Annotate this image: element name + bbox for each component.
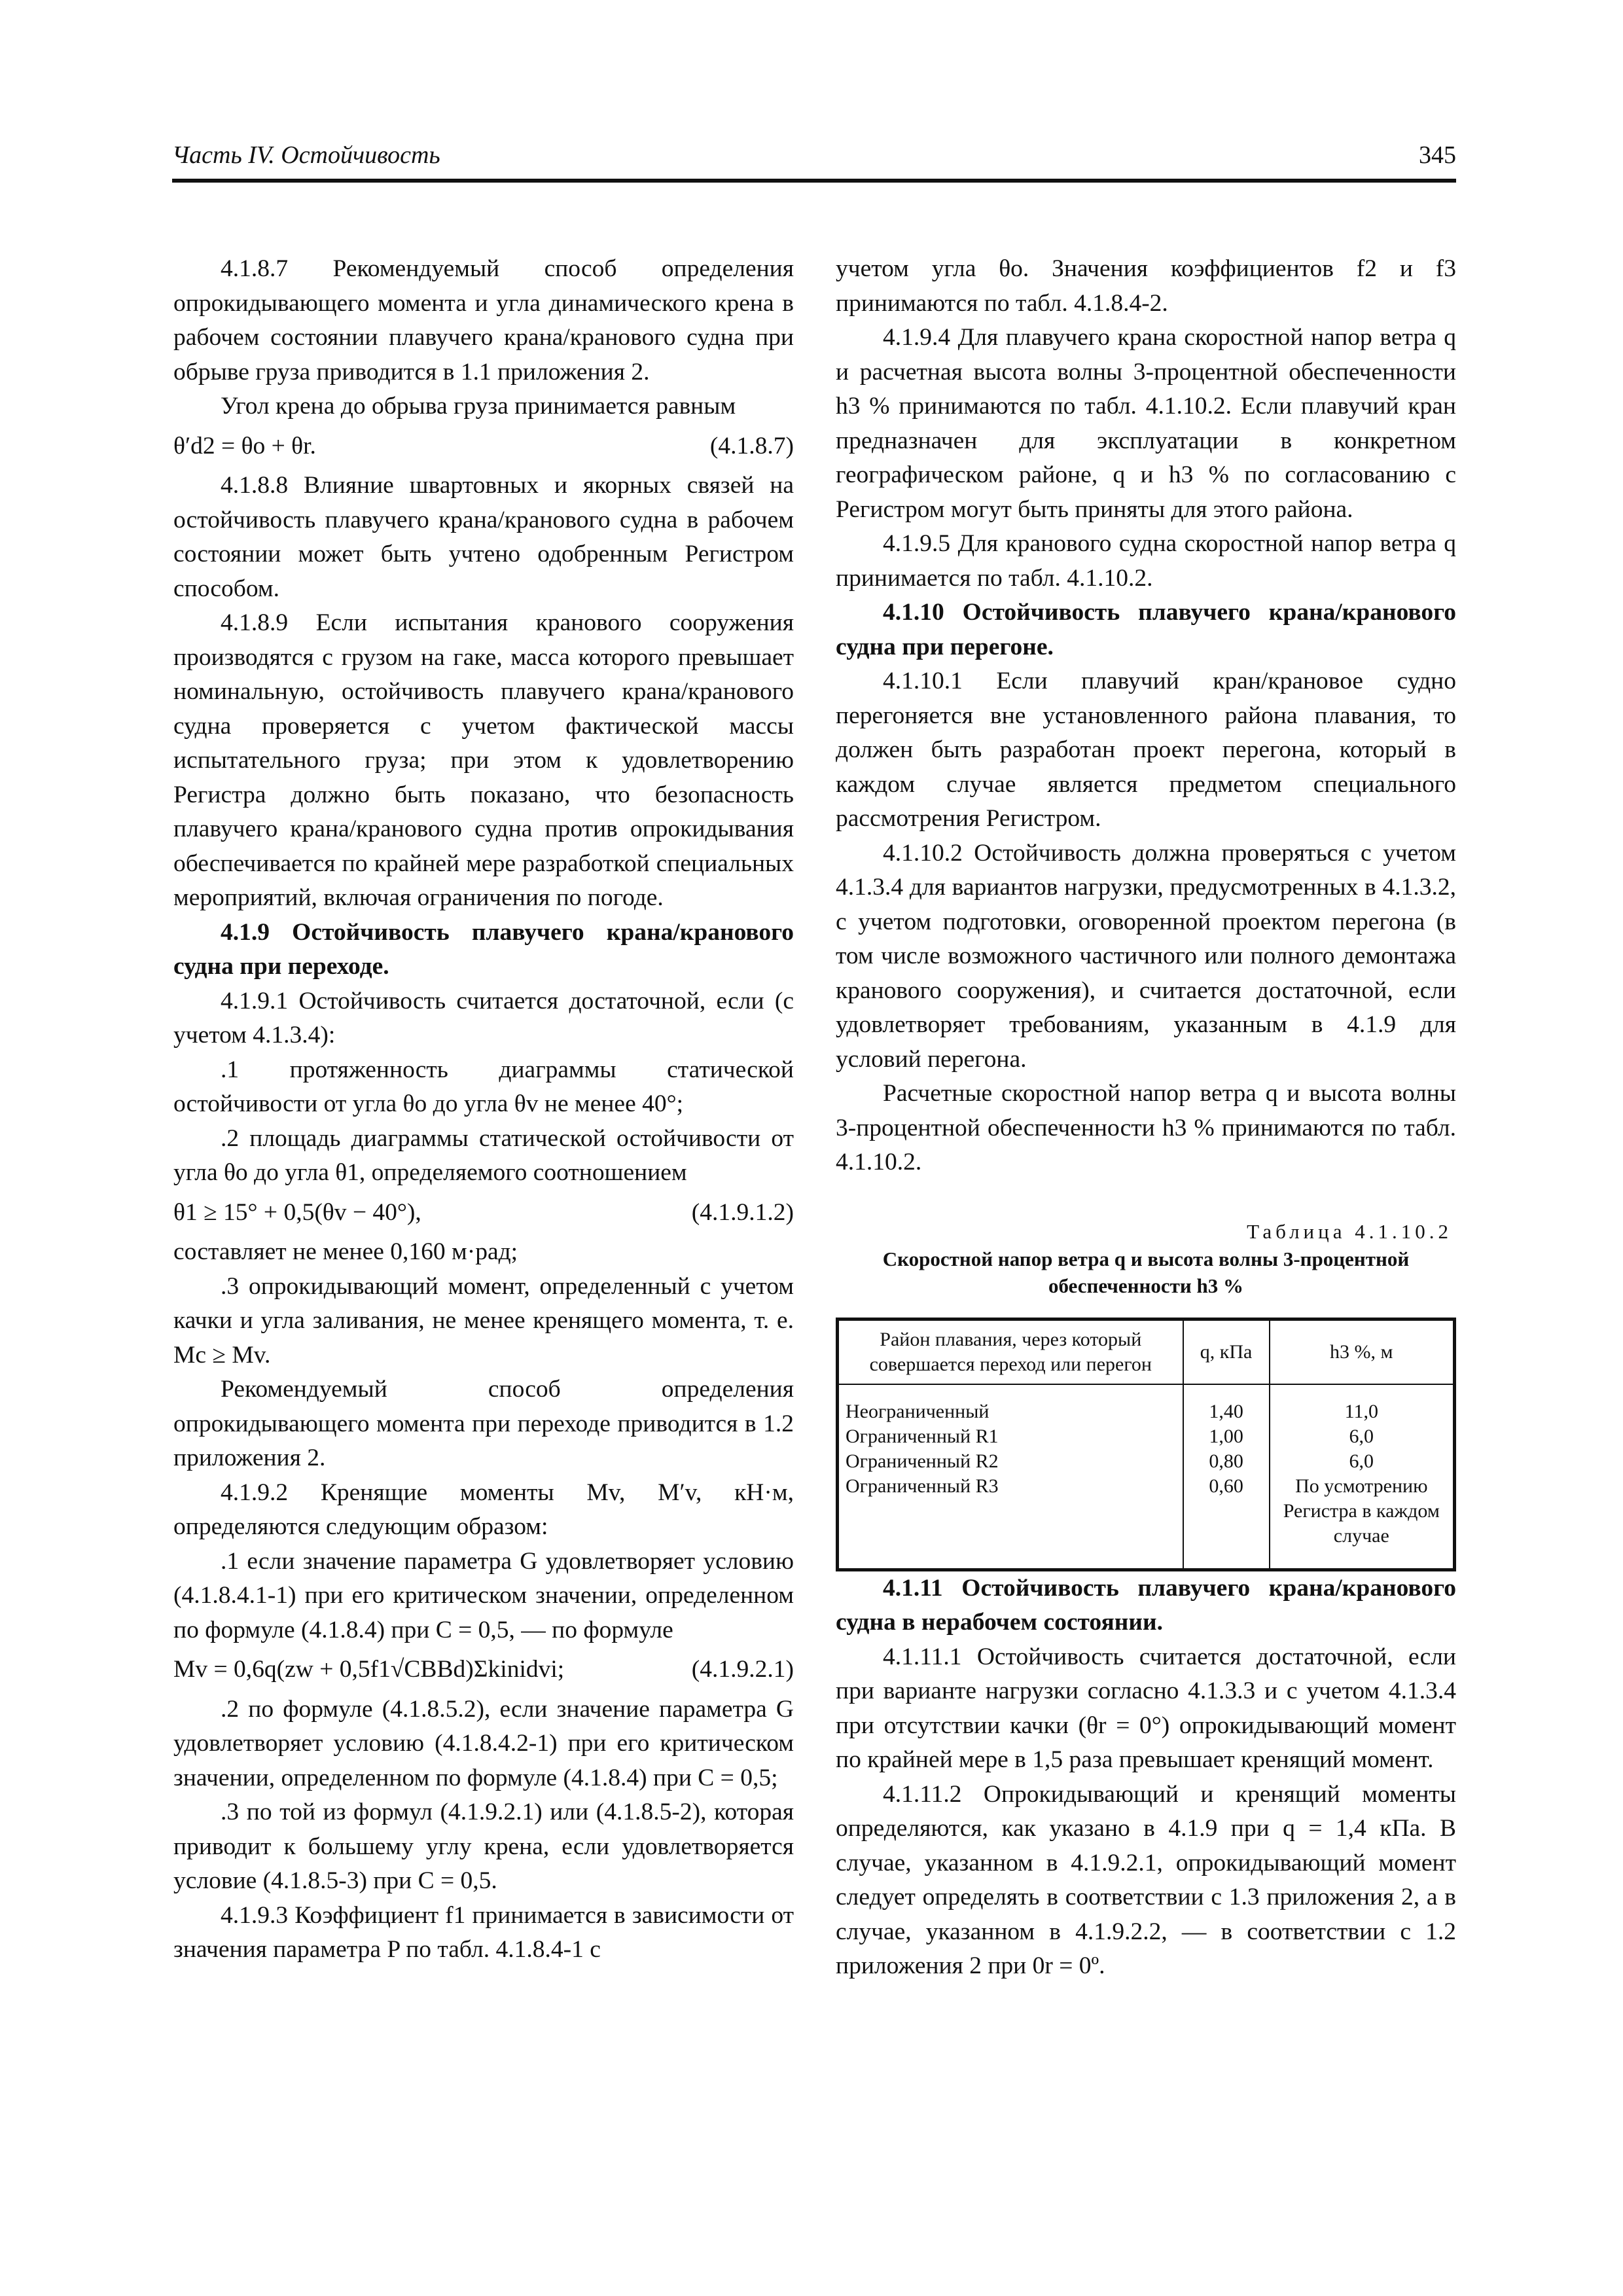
heading-4-1-9: 4.1.9 Остойчивость плавучего крана/кранового судна при переходе. — [173, 918, 794, 980]
table-row — [838, 1449, 1455, 1474]
paragraph-recommended: Рекомендуемый способ определения опрокидывающего момента при переходе приводится в 1.2 приложения 2. — [173, 1376, 794, 1471]
heading-4-1-11: 4.1.11 Остойчивость плавучего крана/кранового судна в нерабочем состоянии. — [836, 1574, 1456, 1636]
equation-text: θ1 ≥ 15° + 0,5(θv − 40°), — [173, 1198, 421, 1226]
data-table — [836, 1318, 1456, 1571]
equation-4-1-9-2-1 — [173, 1653, 794, 1687]
paragraph-4-1-9-3: 4.1.9.3 Коэффициент f1 принимается в зависимости от значения параметра P по табл. 4.1.8.4-1 с — [173, 1901, 794, 1963]
paragraph-4-1-11-2: 4.1.11.2 Опрокидывающий и кренящий моменты определяются, как указано в 4.1.9 при q = 1,4 кПа. В случае, указанном в 4.1.9.2.1, опрокидывающий момент следует определять в соответствии с 1.3 приложения 2, а в случае, указанном в 4.1.9.2.2, — в соответствии с 1.2 приложения 2 при 0r = 0º. — [836, 1780, 1456, 1979]
equation-4-1-9-1-2 — [173, 1196, 794, 1230]
item-4-1-9-2-1: .1 если значение параметра G удовлетворяет условию (4.1.8.4.1-1) при его критическом значении, определенном по формуле (4.1.8.4) при C = 0,5, — по формуле — [173, 1547, 794, 1643]
table-row — [838, 1424, 1455, 1449]
paragraph-area: составляет не менее 0,160 м·рад; — [173, 1238, 518, 1265]
table-header-row — [838, 1319, 1455, 1384]
table-cell: 6,0 — [1270, 1449, 1455, 1474]
paragraph-4-1-9-2: 4.1.9.2 Кренящие моменты Mv, M′v, кН·м, определяются следующим образом: — [173, 1479, 794, 1540]
equation-text: θ′d2 = θo + θr. — [173, 432, 316, 459]
header-cell: Район плавания, через который совершается переход или перегон — [838, 1319, 1183, 1384]
table-cell: 11,0 — [1270, 1384, 1455, 1424]
table-cell: Ограниченный R2 — [838, 1449, 1183, 1474]
table-block — [836, 1218, 1456, 1571]
paragraph-4-1-9-4: 4.1.9.4 Для плавучего крана скоростной напор ветра q и расчетная высота волны 3-процентной обеспеченности h3 % принимаются по табл. 4.1.10.2. Если плавучий кран предназначен для эксплуатации в конкретном географическом районе, q и h3 % по согласованию с Регистром могут быть приняты для этого района. — [836, 324, 1456, 523]
equation-number: (4.1.8.7) — [709, 432, 794, 459]
paragraph-calc: Расчетные скоростной напор ветра q и высота волны 3-процентной обеспеченности h3 % принимаются по табл. 4.1.10.2. — [836, 1080, 1456, 1175]
item-4-1-9-1-3: .3 опрокидывающий момент, определенный с учетом качки и угла заливания, не менее кренящего момента, т. е. Mc ≥ Mv. — [173, 1272, 794, 1369]
item-4-1-9-2-3: .3 по той из формул (4.1.9.2.1) или (4.1.8.5-2), которая приводит к большему углу крена, если удовлетворяется условие (4.1.8.5-3) при C = 0,5. — [173, 1799, 794, 1894]
table-cell: 0,60 — [1183, 1474, 1270, 1570]
item-4-1-9-2-2: .2 по формуле (4.1.8.5.2), если значение параметра G удовлетворяет условию (4.1.8.4.2-1) при его критическом значении, определенном по формуле (4.1.8.4) при C = 0,5; — [173, 1695, 794, 1791]
page-number: 345 — [1419, 141, 1456, 169]
equation-number: (4.1.9.1.2) — [691, 1198, 794, 1226]
equation-4-1-8-7 — [173, 429, 794, 464]
table-caption: Таблица 4.1.10.2 — [1247, 1219, 1452, 1243]
equation-text: Mv = 0,6q(zw + 0,5f1√CBBd)Σkinidvi; — [173, 1656, 565, 1683]
paragraph-4-1-9-5: 4.1.9.5 Для кранового судна скоростной напор ветра q принимается по табл. 4.1.10.2. — [836, 530, 1456, 592]
table-title: Скоростной напор ветра q и высота волны 3-процентной обеспеченности h3 % — [882, 1247, 1410, 1297]
paragraph-4-1-11-1: 4.1.11.1 Остойчивость считается достаточной, если при варианте нагрузки согласно 4.1.3.3 и с учетом 4.1.3.4 при отсутствии качки (θr = 0°) опрокидывающий момент по крайней мере в 1,5 раза превышает кренящий момент. — [836, 1643, 1456, 1773]
table-cell: Ограниченный R1 — [838, 1424, 1183, 1449]
table-cell: По усмотрению Регистра в каждом случае — [1270, 1474, 1455, 1570]
paragraph-4-1-8-7: 4.1.8.7 Рекомендуемый способ определения опрокидывающего момента и угла динамического крена в рабочем состоянии плавучего крана/кранового судна при обрыве груза приводится в 1.1 приложения 2. — [173, 255, 794, 386]
paragraph-4-1-9-1: 4.1.9.1 Остойчивость считается достаточной, если (с учетом 4.1.3.4): — [173, 987, 794, 1049]
table-cell: 1,00 — [1183, 1424, 1270, 1449]
heading-4-1-10: 4.1.10 Остойчивость плавучего крана/кранового судна при перегоне. — [836, 599, 1456, 660]
paragraph-continued: учетом угла θo. Значения коэффициентов f2 и f3 принимаются по табл. 4.1.8.4-2. — [836, 255, 1456, 317]
table-row — [838, 1384, 1455, 1424]
left-column — [173, 252, 794, 1967]
paragraph-4-1-8-8: 4.1.8.8 Влияние швартовных и якорных связей на остойчивость плавучего крана/кранового судна в рабочем состоянии может быть учтено одобренным Регистром способом. — [173, 472, 794, 602]
table-cell: 1,40 — [1183, 1384, 1270, 1424]
paragraph-4-1-10-2: 4.1.10.2 Остойчивость должна проверяться с учетом 4.1.3.4 для вариантов нагрузки, предусмотренных в 4.1.3.2, с учетом подготовки, оговоренной проектом перегона (в том числе возможного частичного или полного демонтажа кранового сооружения), и считается достаточной, если удовлетворяет требованиям, указанным в 4.1.9 для условий перегона. — [836, 839, 1456, 1073]
table-cell: 0,80 — [1183, 1449, 1270, 1474]
header-cell: q, кПа — [1183, 1319, 1270, 1384]
paragraph-4-1-8-9: 4.1.8.9 Если испытания кранового сооружения производятся с грузом на гаке, масса которого превышает номинальную, остойчивость плавучего крана/кранового судна проверяется с учетом фактической массы испытательного груза; при этом к удовлетворению Регистра должно быть показано, что безопасность плавучего крана/кранового судна против опрокидывания обеспечивается по крайней мере разработкой специальных мероприятий, включая ограничения по погоде. — [173, 609, 794, 911]
table-cell: 6,0 — [1270, 1424, 1455, 1449]
equation-number: (4.1.9.2.1) — [691, 1656, 794, 1683]
table-row — [838, 1474, 1455, 1570]
item-4-1-9-1-1: .1 протяженность диаграммы статической остойчивости от угла θo до угла θv не менее 40°; — [173, 1056, 794, 1117]
paragraph-angle: Угол крена до обрыва груза принимается равным — [221, 393, 736, 420]
section-title: Часть IV. Остойчивость — [172, 141, 440, 169]
item-4-1-9-1-2: .2 площадь диаграммы статической остойчивости от угла θo до угла θ1, определяемого соотношением — [173, 1124, 794, 1186]
page-header — [172, 141, 1456, 183]
right-column — [836, 252, 1456, 1984]
paragraph-4-1-10-1: 4.1.10.1 Если плавучий кран/крановое судно перегоняется вне установленного района плавания, то должен быть разработан проект перегона, который в каждом случае является предметом специального рассмотрения Регистром. — [836, 668, 1456, 832]
table-cell: Неограниченный — [838, 1384, 1183, 1424]
header-cell: h3 %, м — [1270, 1319, 1455, 1384]
table-cell: Ограниченный R3 — [838, 1474, 1183, 1570]
